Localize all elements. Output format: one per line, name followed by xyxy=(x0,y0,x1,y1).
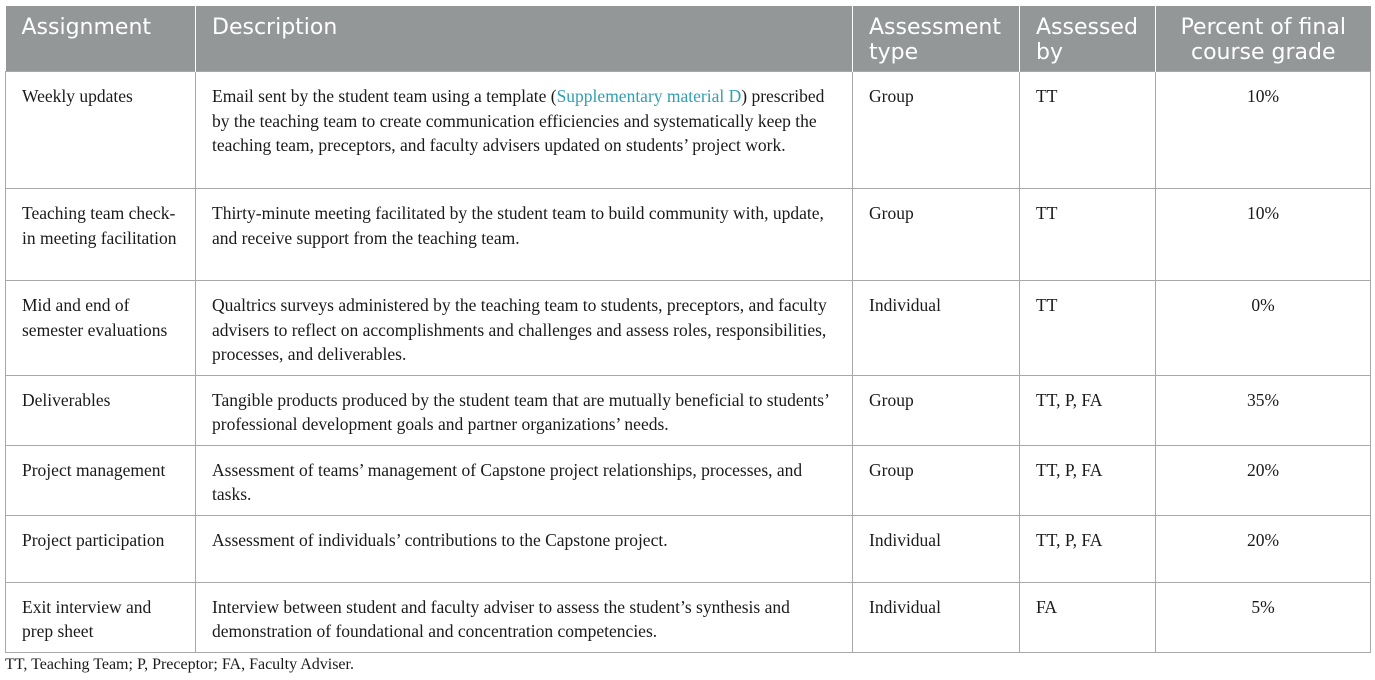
cell-assessed-by: TT xyxy=(1020,189,1156,281)
cell-description: Thirty-minute meeting facilitated by the student team to build community with, update, and receive support from the teaching team. xyxy=(196,189,853,281)
table-row xyxy=(6,375,1371,445)
header-assessed-by: Assessed by xyxy=(1020,6,1156,72)
table-row xyxy=(6,189,1371,281)
header-assignment: Assignment xyxy=(6,6,196,72)
cell-assignment: Project management xyxy=(6,445,196,515)
cell-description: Assessment of teams’ management of Capstone project relationships, processes, and tasks. xyxy=(196,445,853,515)
cell-assessed-by: TT xyxy=(1020,281,1156,376)
cell-assignment: Exit interview and prep sheet xyxy=(6,582,196,652)
cell-assignment: Mid and end of semester evaluations xyxy=(6,281,196,376)
table-row xyxy=(6,582,1371,652)
cell-percent: 20% xyxy=(1156,445,1371,515)
cell-percent: 10% xyxy=(1156,189,1371,281)
table-row xyxy=(6,445,1371,515)
cell-description: Email sent by the student team using a template (Supplementary material D) prescribed by the teaching team to create communication efficiencies and systematically keep the teaching team, preceptors, and faculty advisers updated on students’ project work. xyxy=(196,72,853,189)
cell-assignment: Project participation xyxy=(6,515,196,582)
cell-type: Individual xyxy=(853,582,1020,652)
cell-assignment: Teaching team check-in meeting facilitation xyxy=(6,189,196,281)
table-row xyxy=(6,72,1371,189)
cell-type: Individual xyxy=(853,281,1020,376)
cell-assessed-by: TT xyxy=(1020,72,1156,189)
cell-assignment: Weekly updates xyxy=(6,72,196,189)
cell-description: Qualtrics surveys administered by the teaching team to students, preceptors, and faculty advisers to reflect on accomplishments and challenges and assess roles, responsibilities, processes, and deliverables. xyxy=(196,281,853,376)
cell-assessed-by: TT, P, FA xyxy=(1020,515,1156,582)
cell-assessed-by: TT, P, FA xyxy=(1020,375,1156,445)
table-footnote: TT, Teaching Team; P, Preceptor; FA, Faculty Adviser. xyxy=(5,656,354,673)
cell-percent: 0% xyxy=(1156,281,1371,376)
table-row xyxy=(6,515,1371,582)
cell-type: Group xyxy=(853,375,1020,445)
header-description: Description xyxy=(196,6,853,72)
cell-assignment: Deliverables xyxy=(6,375,196,445)
cell-description: Tangible products produced by the student team that are mutually beneficial to students’ professional development goals and partner organizations’ needs. xyxy=(196,375,853,445)
cell-assessed-by: FA xyxy=(1020,582,1156,652)
header-assessment-type: Assessment type xyxy=(853,6,1020,72)
supplementary-link[interactable]: Supplementary material D xyxy=(556,86,742,106)
cell-description: Assessment of individuals’ contributions to the Capstone project. xyxy=(196,515,853,582)
assessment-table-container xyxy=(5,6,1370,653)
cell-type: Group xyxy=(853,189,1020,281)
cell-assessed-by: TT, P, FA xyxy=(1020,445,1156,515)
cell-percent: 35% xyxy=(1156,375,1371,445)
table-row xyxy=(6,281,1371,376)
table-header-row xyxy=(6,6,1371,72)
cell-percent: 10% xyxy=(1156,72,1371,189)
assessment-table xyxy=(5,6,1371,653)
cell-description: Interview between student and faculty adviser to assess the student’s synthesis and demonstration of foundational and concentration competencies. xyxy=(196,582,853,652)
cell-percent: 20% xyxy=(1156,515,1371,582)
cell-type: Group xyxy=(853,445,1020,515)
header-percent: Percent of final course grade xyxy=(1156,6,1371,72)
cell-type: Individual xyxy=(853,515,1020,582)
cell-percent: 5% xyxy=(1156,582,1371,652)
cell-type: Group xyxy=(853,72,1020,189)
